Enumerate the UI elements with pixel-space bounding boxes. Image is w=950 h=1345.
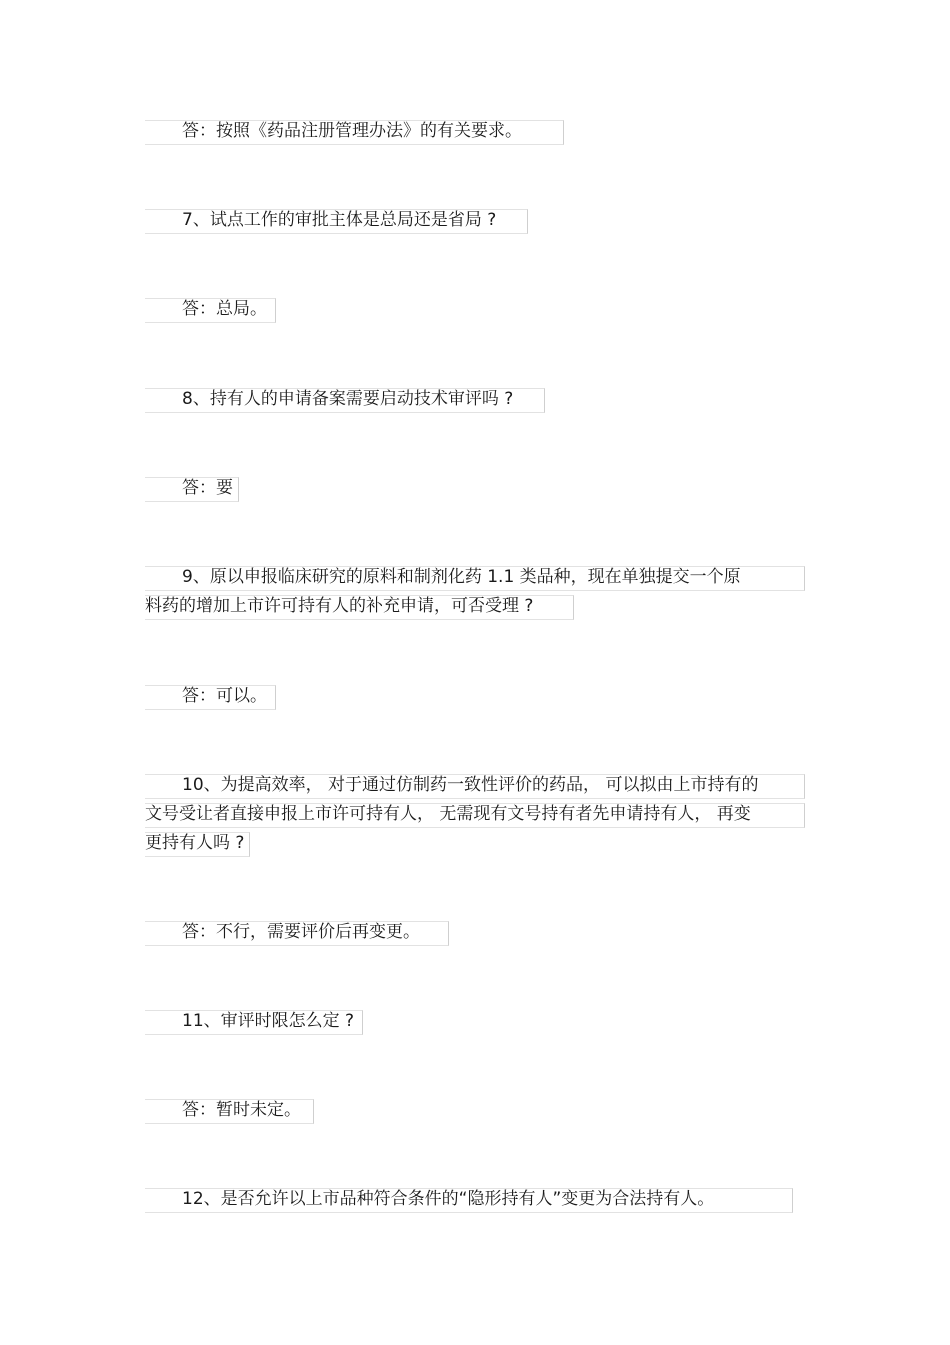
question-text: 10、为提高效率， 对于通过仿制药一致性评价的药品， 可以拟由上市持有的 (182, 775, 759, 795)
answer-text: 答：不行，需要评价后再变更。 (182, 922, 420, 942)
answer-text: 答：暂时未定。 (182, 1100, 301, 1120)
question-text: 料药的增加上市许可持有人的补充申请，可否受理 ? (145, 596, 534, 616)
question-text: 12、是否允许以上市品种符合条件的“隐形持有人”变更为合法持有人。 (182, 1189, 715, 1209)
answer-text: 答：按照《药品注册管理办法》的有关要求。 (182, 121, 522, 141)
answer-text: 答：总局。 (182, 299, 267, 319)
question-text: 文号受让者直接申报上市许可持有人， 无需现有文号持有者先申请持有人， 再变 (145, 804, 751, 824)
question-text: 11、审评时限怎么定 ? (182, 1011, 355, 1031)
question-text: 9、原以申报临床研究的原料和制剂化药 1.1 类品种，现在单独提交一个原 (182, 567, 741, 587)
question-text: 更持有人吗 ? (145, 833, 245, 853)
answer-text: 答：可以。 (182, 686, 267, 706)
question-text: 8、持有人的申请备案需要启动技术审评吗 ? (182, 389, 514, 409)
question-text: 7、试点工作的审批主体是总局还是省局 ? (182, 210, 497, 230)
answer-text: 答：要 (182, 478, 233, 498)
